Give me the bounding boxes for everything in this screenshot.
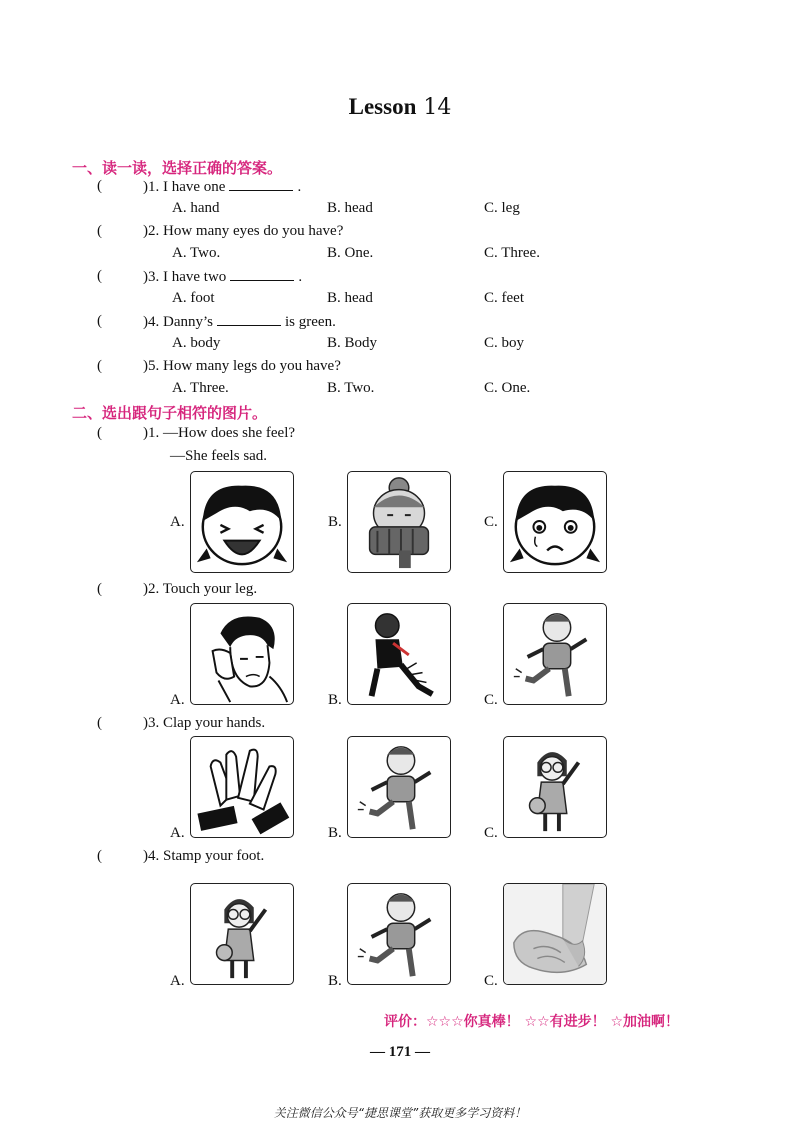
question-number: )4. [143,314,160,330]
man-touching-leg-picture[interactable] [347,603,451,705]
answer-paren: ( [97,268,102,284]
section2-heading: 二、选出跟句子相符的图片。 [72,404,268,422]
question-number: )1. [143,425,160,441]
question-number: )2. [143,581,160,597]
answer-paren: ( [97,715,102,731]
question-number: )1. [143,179,160,195]
question-text-end: . [298,269,303,285]
clapping-hands-picture[interactable] [190,736,294,838]
boy-stamping-picture[interactable] [503,603,607,705]
girl-with-glasses-icon [504,737,606,837]
option-b: B. One. [327,245,374,261]
picture-label-b: B. [328,514,342,530]
clapping-hands-icon [191,737,293,837]
foot-picture[interactable] [503,883,607,985]
question-text: —How does she feel? [163,425,296,441]
question-text: Touch your leg. [162,581,258,597]
cold-girl-scarf-icon [348,472,450,572]
happy-girl-face-icon [191,472,293,572]
answer-paren: ( [97,178,102,194]
option-c: C. One. [484,380,531,396]
picture-label-c: C. [484,973,498,989]
answer-paren: ( [97,358,102,374]
question-text: I have two [163,269,227,285]
answer-blank[interactable] [230,268,294,281]
sad-girl-picture[interactable] [503,471,607,573]
answer-paren: ( [97,581,102,597]
lesson-word: Lesson [348,94,417,119]
picture-label-c: C. [484,825,498,841]
lesson-number: 14 [423,95,452,120]
picture-label-b: B. [328,973,342,989]
boy-stamping-foot-icon [504,604,606,704]
headache-man-picture[interactable] [190,603,294,705]
foot-and-hands-icon [504,884,606,984]
question-number: )3. [143,715,160,731]
answer-paren: ( [97,313,102,329]
bottom-note: 关注微信公众号“捷思课堂”获取更多学习资料！ [273,1106,527,1120]
girl-with-glasses-icon [191,884,293,984]
question-answer-line: —She feels sad. [170,448,268,464]
picture-question-4 [143,848,264,865]
question-4 [143,313,336,331]
answer-paren: ( [97,223,102,239]
question-text: How many eyes do you have? [163,223,344,239]
question-text-end: . [297,179,302,195]
page-title [0,94,800,120]
girl-waving-picture[interactable] [190,883,294,985]
question-3 [143,268,302,286]
question-5 [143,358,341,375]
option-b: B. head [327,290,373,306]
option-b: B. Two. [327,380,375,396]
picture-question-1 [143,425,295,442]
question-number: )4. [143,848,160,864]
boy-stamping-foot-icon [348,737,450,837]
question-number: )3. [143,269,160,285]
man-touching-leg-icon [348,604,450,704]
option-b: B. Body [327,335,378,351]
picture-label-a: A. [170,973,185,989]
option-a: A. Two. [172,245,221,261]
answer-blank[interactable] [217,313,281,326]
option-c: C. boy [484,335,525,351]
question-1 [143,178,301,196]
happy-girl-picture[interactable] [190,471,294,573]
page-number: — 171 — [370,1044,430,1060]
picture-label-c: C. [484,692,498,708]
picture-label-c: C. [484,514,498,530]
question-text: Danny’s [163,314,213,330]
section1-heading: 一、读一读，选择正确的答案。 [72,159,283,177]
picture-label-a: A. [170,514,185,530]
picture-question-3 [143,715,265,732]
question-2 [143,223,343,240]
answer-blank[interactable] [229,178,293,191]
boy-stamping-picture[interactable] [347,736,451,838]
option-a: A. body [172,335,221,351]
boy-stamping-picture[interactable] [347,883,451,985]
option-a: A. foot [172,290,215,306]
question-number: )2. [143,223,160,239]
option-a: A. hand [172,200,220,216]
question-number: )5. [143,358,160,374]
picture-label-b: B. [328,692,342,708]
question-text: Clap your hands. [163,715,266,731]
picture-label-a: A. [170,692,185,708]
question-text-end: is green. [285,314,336,330]
question-text: I have one [163,179,226,195]
cold-girl-picture[interactable] [347,471,451,573]
self-rating: 评价：☆☆☆你真棒！ ☆☆有进步！ ☆加油啊！ [384,1014,680,1030]
sad-girl-face-icon [504,472,606,572]
question-text: Stamp your foot. [163,848,265,864]
man-holding-head-icon [191,604,293,704]
girl-waving-picture[interactable] [503,736,607,838]
option-c: C. feet [484,290,524,306]
answer-paren: ( [97,425,102,441]
option-c: C. Three. [484,245,540,261]
picture-label-b: B. [328,825,342,841]
question-text: How many legs do you have? [163,358,341,374]
answer-paren: ( [97,848,102,864]
option-c: C. leg [484,200,520,216]
boy-stamping-foot-icon [348,884,450,984]
option-b: B. head [327,200,373,216]
picture-label-a: A. [170,825,185,841]
option-a: A. Three. [172,380,229,396]
picture-question-2 [143,581,257,598]
